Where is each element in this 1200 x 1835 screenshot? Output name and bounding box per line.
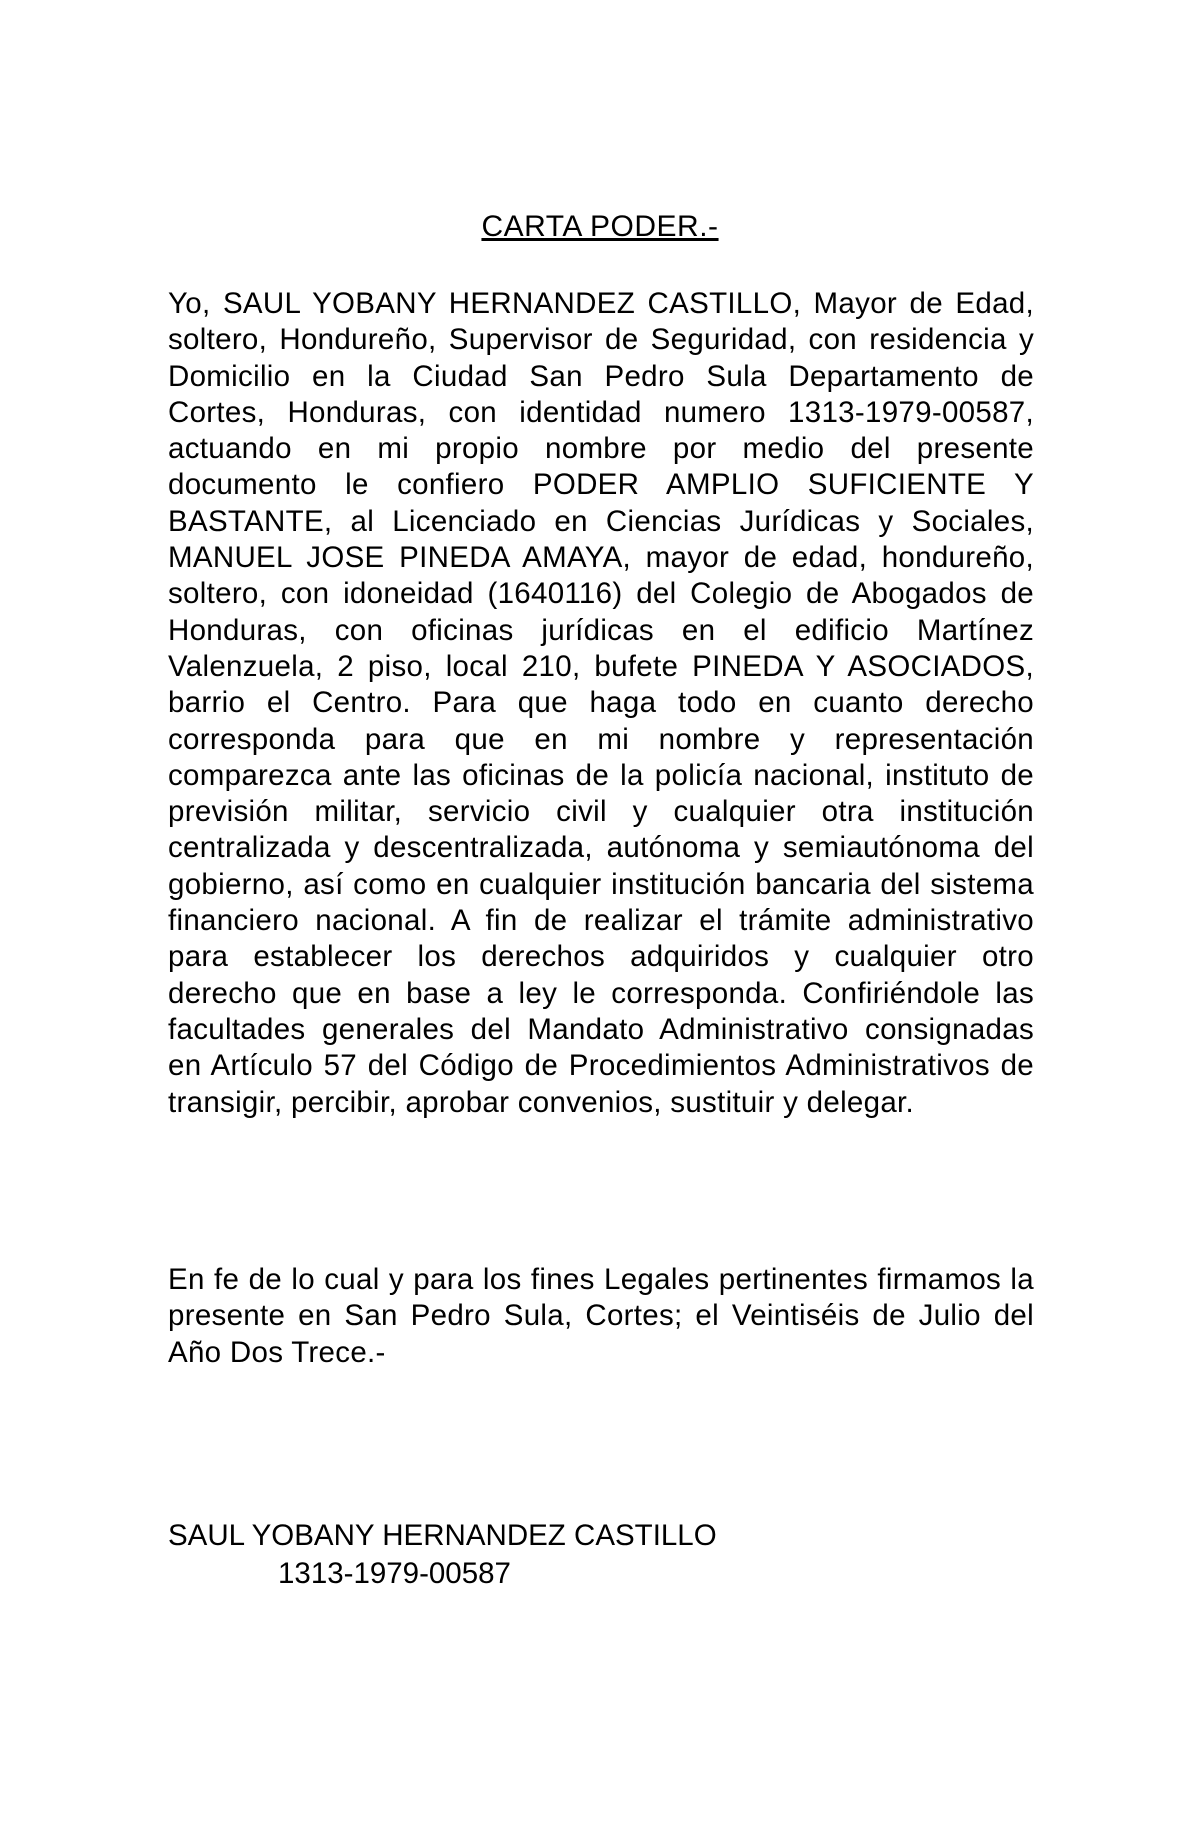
signature-name: SAUL YOBANY HERNANDEZ CASTILLO — [168, 1519, 717, 1552]
body-paragraph-main: Yo, SAUL YOBANY HERNANDEZ CASTILLO, Mayor de Edad, soltero, Hondureño, Supervisor de Seguridad, con residencia y Domicilio en la Ciudad San Pedro Sula Departamento de Cortes, Honduras, con identidad numero 1313-1979-00587, actuando en mi propio nombre por medio del presente documento le confiero PODER AMPLIO SUFICIENTE Y BASTANTE, al Licenciado en Ciencias Jurídicas y Sociales, MANUEL JOSE PINEDA AMAYA, mayor de edad, hondureño, soltero, con idoneidad (1640116) del Colegio de Abogados de Honduras, con oficinas jurídicas en el edificio Martínez Valenzuela, 2 piso, local 210, bufete PINEDA Y ASOCIADOS, barrio el Centro. Para que haga todo en cuanto derecho corresponda para que en mi nombre y representación comparezca ante las oficinas de la policía nacional, instituto de previsión militar, servicio civil y cualquier otra institución centralizada y descentralizada, autónoma y semiautónoma del gobierno, así como en cualquier institución bancaria del sistema financiero nacional. A fin de realizar el trámite administrativo para establecer los derechos adquiridos y cualquier otro derecho que en base a ley le corresponda. Confiriéndole las facultades generales del Mandato Administrativo consignadas en Artículo 57 del Código de Procedimientos Administrativos de transigir, percibir, aprobar convenios, sustituir y delegar. — [168, 287, 1034, 1119]
document-title: CARTA PODER.- — [481, 210, 719, 243]
signature-id-number: 1313-1979-00587 — [278, 1557, 511, 1590]
body-paragraph-closing: En fe de lo cual y para los fines Legales pertinentes firmamos la presente en San Pedro Sula, Cortes; el Veintiséis de Julio del Año Dos Trece.- — [168, 1263, 1034, 1369]
